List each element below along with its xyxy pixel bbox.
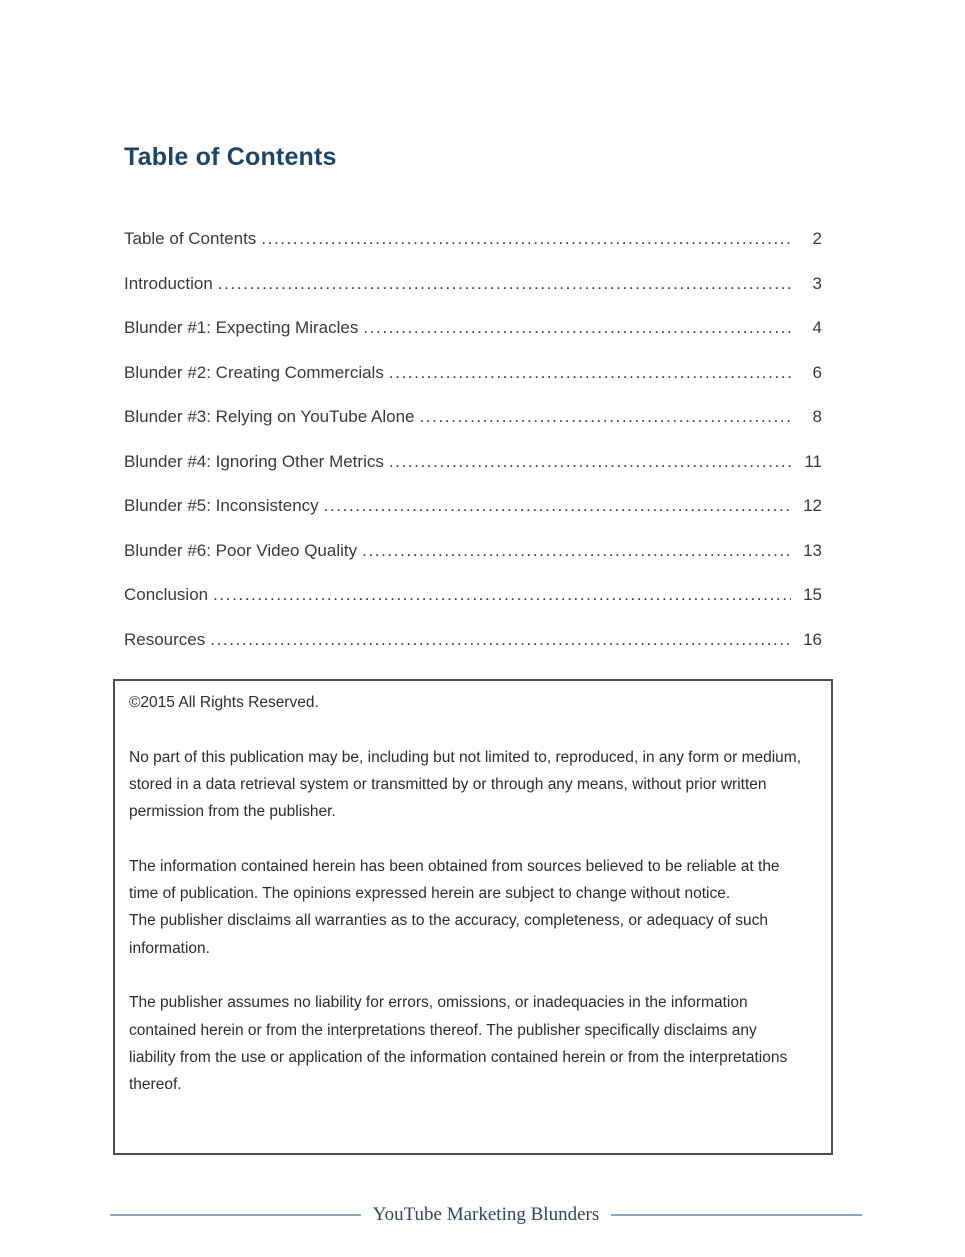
copyright-notice-box [113,679,833,1155]
copyright-rights-line: ©2015 All Rights Reserved. [129,694,319,711]
toc-entry-label: Conclusion [124,585,209,604]
toc-leader-dots [261,217,791,262]
copyright-warranties-paragraph: The publisher disclaims all warranties as to the accuracy, completeness, or adequacy of such information. [129,912,768,957]
toc-entry-table-of-contents[interactable] [124,217,822,262]
toc-leader-dots [324,484,791,529]
toc-page-number: 8 [812,407,822,426]
toc-entry-blunder-2[interactable] [124,351,822,396]
toc-page-number: 13 [803,540,822,560]
copyright-permission-paragraph: No part of this publication may be, including but not limited to, reproduced, in any form or medium, stored in a data retrieval system or transmitted by or through any means, without prior written permission from the publisher. [129,748,802,821]
toc-leader-dots [210,618,791,663]
toc-entry-introduction[interactable] [124,262,822,307]
toc-page-number: 16 [803,629,822,649]
table-of-contents [124,217,822,662]
toc-entry-blunder-5[interactable] [124,484,822,529]
footer-rule-left [110,1214,361,1216]
toc-entry-resources[interactable] [124,618,822,663]
toc-entry-label: Blunder #2: Creating Commercials [124,362,384,382]
toc-page-number: 3 [812,273,822,293]
footer-rule-right [611,1214,862,1216]
toc-leader-dots [218,262,791,307]
toc-page-number: 11 [804,451,822,471]
toc-page-number: 12 [803,496,822,515]
toc-page-number: 15 [803,585,822,604]
copyright-sources-paragraph: The information contained herein has been obtained from sources believed to be reliable at the time of publication. The opinions expressed herein are subject to change without notice. [129,857,780,903]
toc-entry-blunder-4[interactable] [124,440,822,485]
toc-entry-label: Blunder #6: Poor Video Quality [124,540,358,560]
page-title: Table of Contents [124,143,337,171]
toc-entry-label: Blunder #1: Expecting Miracles [124,318,359,337]
toc-leader-dots [362,529,791,574]
toc-leader-dots [420,395,792,440]
toc-leader-dots [389,351,791,396]
toc-entry-label: Table of Contents [124,229,257,248]
toc-entry-label: Blunder #4: Ignoring Other Metrics [124,451,384,471]
toc-entry-blunder-6[interactable] [124,529,822,574]
toc-entry-label: Blunder #3: Relying on YouTube Alone [124,407,415,426]
toc-leader-dots [363,306,791,351]
toc-page-number: 4 [812,318,822,337]
page-footer [110,1198,862,1232]
toc-entry-label: Resources [124,629,206,649]
toc-entry-blunder-3[interactable] [124,395,822,440]
toc-entry-conclusion[interactable] [124,573,822,618]
toc-entry-label: Introduction [124,273,213,293]
toc-page-number: 6 [812,362,822,382]
toc-leader-dots [389,440,791,485]
footer-document-title: YouTube Marketing Blunders [372,1204,600,1225]
toc-page-number: 2 [812,229,822,248]
toc-leader-dots [213,573,791,618]
toc-entry-label: Blunder #5: Inconsistency [124,496,319,515]
copyright-liability-paragraph: The publisher assumes no liability for errors, omissions, or inadequacies in the information contained herein or from the interpretations thereof. The publisher specifically disclaims any liability from the use or application of the information contained herein or from the interpretations thereof. [129,994,788,1094]
toc-entry-blunder-1[interactable] [124,306,822,351]
